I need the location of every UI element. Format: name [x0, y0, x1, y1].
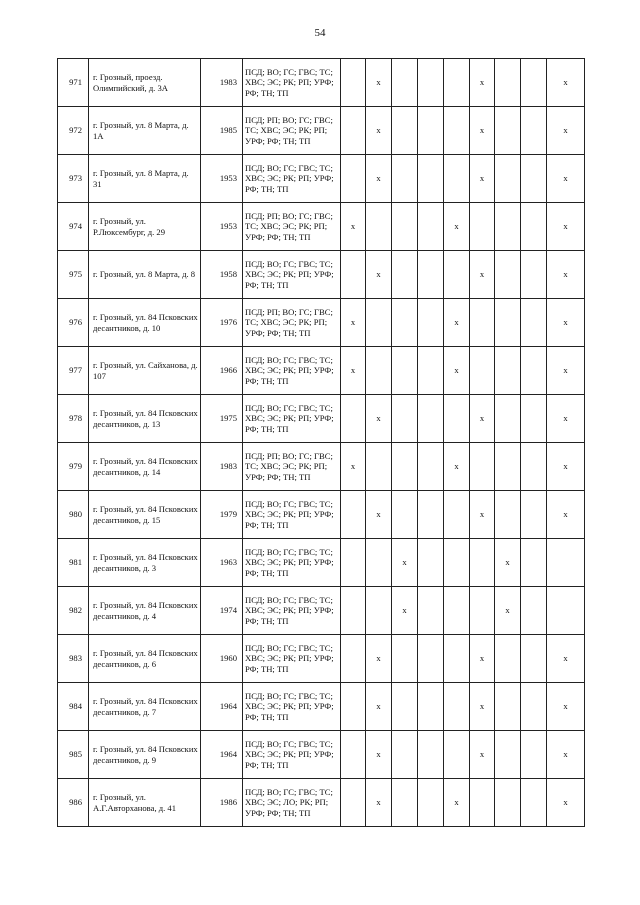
- table-row: [58, 779, 585, 827]
- mark-cell: [366, 587, 392, 635]
- mark-cell: х: [470, 107, 495, 155]
- row-number-cell: 972: [58, 107, 89, 155]
- year-cell: 1958: [201, 251, 243, 299]
- mark-cell: [392, 299, 418, 347]
- mark-cell: [366, 539, 392, 587]
- address-cell: г. Грозный, ул. А.Г.Авторханова, д. 41: [89, 779, 201, 827]
- mark-cell: х: [341, 203, 366, 251]
- mark-cell: х: [470, 251, 495, 299]
- mark-cell: х: [547, 347, 585, 395]
- year-cell: 1976: [201, 299, 243, 347]
- table-row: [58, 731, 585, 779]
- address-cell: г. Грозный, ул. 8 Марта, д. 8: [89, 251, 201, 299]
- mark-cell: [521, 299, 547, 347]
- mark-cell: [392, 203, 418, 251]
- mark-cell: [521, 539, 547, 587]
- mark-cell: х: [366, 731, 392, 779]
- mark-cell: [470, 347, 495, 395]
- mark-cell: [392, 251, 418, 299]
- address-cell: г. Грозный, ул. 84 Псковских десантников, д. 10: [89, 299, 201, 347]
- row-number-cell: 979: [58, 443, 89, 491]
- works-list-cell: ПСД; ВО; ГС; ГВС; ТС; ХВС; ЭС; РК; РП; УРФ; РФ; ТН; ТП: [243, 683, 341, 731]
- mark-cell: [392, 107, 418, 155]
- year-cell: 1975: [201, 395, 243, 443]
- mark-cell: [418, 539, 444, 587]
- table-row: [58, 491, 585, 539]
- mark-cell: [495, 59, 521, 107]
- mark-cell: [495, 203, 521, 251]
- year-cell: 1985: [201, 107, 243, 155]
- table-row: [58, 395, 585, 443]
- address-cell: г. Грозный, ул. 8 Марта, д. 31: [89, 155, 201, 203]
- year-cell: 1960: [201, 635, 243, 683]
- row-number-cell: 986: [58, 779, 89, 827]
- mark-cell: х: [366, 107, 392, 155]
- table-row: [58, 443, 585, 491]
- year-cell: 1983: [201, 59, 243, 107]
- mark-cell: х: [547, 251, 585, 299]
- row-number-cell: 975: [58, 251, 89, 299]
- works-list-cell: ПСД; РП; ВО; ГС; ГВС; ТС; ХВС; ЭС; РК; РП; УРФ; РФ; ТН; ТП: [243, 107, 341, 155]
- mark-cell: х: [547, 491, 585, 539]
- mark-cell: [495, 635, 521, 683]
- year-cell: 1983: [201, 443, 243, 491]
- mark-cell: х: [470, 731, 495, 779]
- mark-cell: [341, 635, 366, 683]
- mark-cell: х: [366, 395, 392, 443]
- mark-cell: [470, 587, 495, 635]
- mark-cell: х: [547, 107, 585, 155]
- row-number-cell: 973: [58, 155, 89, 203]
- mark-cell: х: [547, 779, 585, 827]
- mark-cell: х: [470, 683, 495, 731]
- row-number-cell: 984: [58, 683, 89, 731]
- registry-body: [58, 59, 585, 827]
- mark-cell: [495, 107, 521, 155]
- mark-cell: [418, 443, 444, 491]
- mark-cell: [341, 155, 366, 203]
- address-cell: г. Грозный, проезд. Олимпийский, д. 3А: [89, 59, 201, 107]
- works-list-cell: ПСД; ВО; ГС; ГВС; ТС; ХВС; ЭС; РК; РП; УРФ; РФ; ТН; ТП: [243, 155, 341, 203]
- row-number-cell: 976: [58, 299, 89, 347]
- works-list-cell: ПСД; ВО; ГС; ГВС; ТС; ХВС; ЭС; РК; РП; УРФ; РФ; ТН; ТП: [243, 731, 341, 779]
- mark-cell: [392, 635, 418, 683]
- mark-cell: х: [366, 491, 392, 539]
- row-number-cell: 978: [58, 395, 89, 443]
- mark-cell: х: [547, 59, 585, 107]
- mark-cell: [444, 539, 470, 587]
- mark-cell: [444, 59, 470, 107]
- mark-cell: х: [444, 779, 470, 827]
- row-number-cell: 974: [58, 203, 89, 251]
- address-cell: г. Грозный, ул. 84 Псковских десантников, д. 3: [89, 539, 201, 587]
- mark-cell: [521, 251, 547, 299]
- mark-cell: х: [392, 539, 418, 587]
- mark-cell: [521, 59, 547, 107]
- mark-cell: [495, 155, 521, 203]
- mark-cell: [521, 635, 547, 683]
- mark-cell: [521, 587, 547, 635]
- mark-cell: [366, 299, 392, 347]
- mark-cell: [341, 107, 366, 155]
- mark-cell: [418, 779, 444, 827]
- mark-cell: [521, 779, 547, 827]
- table-row: [58, 347, 585, 395]
- mark-cell: [392, 155, 418, 203]
- address-cell: г. Грозный, ул. 84 Псковских десантников, д. 4: [89, 587, 201, 635]
- mark-cell: х: [547, 395, 585, 443]
- mark-cell: [444, 683, 470, 731]
- mark-cell: [341, 251, 366, 299]
- works-list-cell: ПСД; ВО; ГС; ГВС; ТС; ХВС; ЭС; РК; РП; УРФ; РФ; ТН; ТП: [243, 587, 341, 635]
- mark-cell: [418, 395, 444, 443]
- address-cell: г. Грозный, ул. Р.Люксембург, д. 29: [89, 203, 201, 251]
- mark-cell: [418, 59, 444, 107]
- year-cell: 1963: [201, 539, 243, 587]
- works-list-cell: ПСД; ВО; ГС; ГВС; ТС; ХВС; ЭС; РК; РП; УРФ; РФ; ТН; ТП: [243, 59, 341, 107]
- works-list-cell: ПСД; ВО; ГС; ГВС; ТС; ХВС; ЭС; РК; РП; УРФ; РФ; ТН; ТП: [243, 539, 341, 587]
- table-row: [58, 635, 585, 683]
- works-list-cell: ПСД; РП; ВО; ГС; ГВС; ТС; ХВС; ЭС; РК; РП; УРФ; РФ; ТН; ТП: [243, 203, 341, 251]
- mark-cell: [444, 491, 470, 539]
- address-cell: г. Грозный, ул. 8 Марта, д. 1А: [89, 107, 201, 155]
- mark-cell: [495, 443, 521, 491]
- table-row: [58, 155, 585, 203]
- mark-cell: [418, 635, 444, 683]
- year-cell: 1966: [201, 347, 243, 395]
- mark-cell: [521, 731, 547, 779]
- page-number: 54: [314, 27, 326, 39]
- mark-cell: [444, 635, 470, 683]
- mark-cell: х: [444, 443, 470, 491]
- mark-cell: [470, 299, 495, 347]
- mark-cell: [418, 491, 444, 539]
- mark-cell: [470, 779, 495, 827]
- mark-cell: [341, 779, 366, 827]
- mark-cell: [392, 443, 418, 491]
- mark-cell: [495, 491, 521, 539]
- row-number-cell: 985: [58, 731, 89, 779]
- table-row: [58, 251, 585, 299]
- table-row: [58, 203, 585, 251]
- address-cell: г. Грозный, ул. 84 Псковских десантников, д. 6: [89, 635, 201, 683]
- mark-cell: [341, 683, 366, 731]
- mark-cell: [521, 491, 547, 539]
- mark-cell: [521, 395, 547, 443]
- works-list-cell: ПСД; ВО; ГС; ГВС; ТС; ХВС; ЭС; ЛО; РК; РП; УРФ; РФ; ТН; ТП: [243, 779, 341, 827]
- mark-cell: [495, 347, 521, 395]
- mark-cell: х: [470, 155, 495, 203]
- mark-cell: х: [470, 59, 495, 107]
- mark-cell: [418, 587, 444, 635]
- table-row: [58, 59, 585, 107]
- mark-cell: х: [495, 539, 521, 587]
- mark-cell: [341, 395, 366, 443]
- mark-cell: [341, 59, 366, 107]
- mark-cell: [418, 683, 444, 731]
- mark-cell: [341, 731, 366, 779]
- row-number-cell: 971: [58, 59, 89, 107]
- mark-cell: х: [444, 347, 470, 395]
- housing-registry-table: [57, 58, 585, 827]
- mark-cell: [495, 779, 521, 827]
- mark-cell: [470, 443, 495, 491]
- mark-cell: х: [341, 443, 366, 491]
- mark-cell: [444, 587, 470, 635]
- mark-cell: [392, 491, 418, 539]
- address-cell: г. Грозный, ул. 84 Псковских десантников, д. 9: [89, 731, 201, 779]
- mark-cell: [444, 731, 470, 779]
- mark-cell: х: [495, 587, 521, 635]
- address-cell: г. Грозный, ул. 84 Псковских десантников, д. 7: [89, 683, 201, 731]
- mark-cell: х: [547, 683, 585, 731]
- mark-cell: [547, 539, 585, 587]
- mark-cell: х: [366, 779, 392, 827]
- mark-cell: х: [341, 299, 366, 347]
- mark-cell: [495, 299, 521, 347]
- mark-cell: х: [366, 251, 392, 299]
- mark-cell: х: [392, 587, 418, 635]
- row-number-cell: 983: [58, 635, 89, 683]
- mark-cell: [418, 203, 444, 251]
- works-list-cell: ПСД; ВО; ГС; ГВС; ТС; ХВС; ЭС; РК; РП; УРФ; РФ; ТН; ТП: [243, 251, 341, 299]
- works-list-cell: ПСД; РП; ВО; ГС; ГВС; ТС; ХВС; ЭС; РК; РП; УРФ; РФ; ТН; ТП: [243, 299, 341, 347]
- year-cell: 1964: [201, 731, 243, 779]
- year-cell: 1974: [201, 587, 243, 635]
- mark-cell: х: [470, 635, 495, 683]
- mark-cell: [521, 155, 547, 203]
- mark-cell: х: [444, 299, 470, 347]
- mark-cell: [495, 683, 521, 731]
- row-number-cell: 980: [58, 491, 89, 539]
- mark-cell: [444, 107, 470, 155]
- works-list-cell: ПСД; ВО; ГС; ГВС; ТС; ХВС; ЭС; РК; РП; УРФ; РФ; ТН; ТП: [243, 491, 341, 539]
- mark-cell: [444, 251, 470, 299]
- mark-cell: [366, 347, 392, 395]
- mark-cell: [392, 779, 418, 827]
- year-cell: 1953: [201, 155, 243, 203]
- mark-cell: [341, 587, 366, 635]
- mark-cell: [418, 251, 444, 299]
- row-number-cell: 981: [58, 539, 89, 587]
- address-cell: г. Грозный, ул. 84 Псковских десантников, д. 15: [89, 491, 201, 539]
- mark-cell: [392, 683, 418, 731]
- mark-cell: х: [470, 395, 495, 443]
- mark-cell: х: [547, 203, 585, 251]
- mark-cell: [495, 731, 521, 779]
- mark-cell: [495, 395, 521, 443]
- mark-cell: [470, 539, 495, 587]
- mark-cell: х: [547, 443, 585, 491]
- mark-cell: [366, 203, 392, 251]
- mark-cell: [547, 587, 585, 635]
- year-cell: 1986: [201, 779, 243, 827]
- works-list-cell: ПСД; ВО; ГС; ГВС; ТС; ХВС; ЭС; РК; РП; УРФ; РФ; ТН; ТП: [243, 347, 341, 395]
- row-number-cell: 977: [58, 347, 89, 395]
- mark-cell: х: [547, 731, 585, 779]
- mark-cell: [392, 59, 418, 107]
- table-row: [58, 683, 585, 731]
- mark-cell: х: [341, 347, 366, 395]
- mark-cell: х: [547, 635, 585, 683]
- mark-cell: [418, 107, 444, 155]
- mark-cell: [341, 491, 366, 539]
- mark-cell: [495, 251, 521, 299]
- works-list-cell: ПСД; ВО; ГС; ГВС; ТС; ХВС; ЭС; РК; РП; УРФ; РФ; ТН; ТП: [243, 395, 341, 443]
- mark-cell: х: [366, 155, 392, 203]
- row-number-cell: 982: [58, 587, 89, 635]
- mark-cell: [392, 347, 418, 395]
- table-row: [58, 299, 585, 347]
- mark-cell: х: [547, 299, 585, 347]
- mark-cell: [392, 395, 418, 443]
- mark-cell: х: [444, 203, 470, 251]
- year-cell: 1979: [201, 491, 243, 539]
- table-row: [58, 587, 585, 635]
- mark-cell: [521, 203, 547, 251]
- table-row: [58, 539, 585, 587]
- works-list-cell: ПСД; РП; ВО; ГС; ГВС; ТС; ХВС; ЭС; РК; РП; УРФ; РФ; ТН; ТП: [243, 443, 341, 491]
- mark-cell: [418, 731, 444, 779]
- mark-cell: [444, 395, 470, 443]
- mark-cell: [418, 155, 444, 203]
- mark-cell: [418, 299, 444, 347]
- address-cell: г. Грозный, ул. 84 Псковских десантников, д. 13: [89, 395, 201, 443]
- mark-cell: [444, 155, 470, 203]
- mark-cell: х: [366, 59, 392, 107]
- address-cell: г. Грозный, ул. Сайханова, д. 107: [89, 347, 201, 395]
- address-cell: г. Грозный, ул. 84 Псковских десантников, д. 14: [89, 443, 201, 491]
- mark-cell: [341, 539, 366, 587]
- mark-cell: [521, 107, 547, 155]
- year-cell: 1964: [201, 683, 243, 731]
- mark-cell: [392, 731, 418, 779]
- mark-cell: [418, 347, 444, 395]
- mark-cell: [366, 443, 392, 491]
- mark-cell: [521, 683, 547, 731]
- table-row: [58, 107, 585, 155]
- year-cell: 1953: [201, 203, 243, 251]
- mark-cell: [521, 443, 547, 491]
- mark-cell: х: [547, 155, 585, 203]
- works-list-cell: ПСД; ВО; ГС; ГВС; ТС; ХВС; ЭС; РК; РП; УРФ; РФ; ТН; ТП: [243, 635, 341, 683]
- mark-cell: х: [366, 683, 392, 731]
- mark-cell: [521, 347, 547, 395]
- mark-cell: х: [366, 635, 392, 683]
- mark-cell: х: [470, 491, 495, 539]
- mark-cell: [470, 203, 495, 251]
